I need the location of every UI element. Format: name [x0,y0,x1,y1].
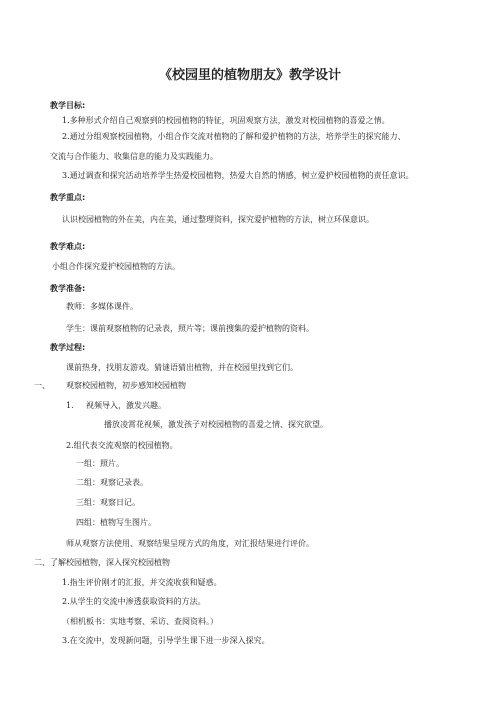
step1-text: 视频导入，激发兴趣。 [86,401,166,410]
group-2: 二组：观察记录表。 [76,478,148,487]
page-title: 《校园里的植物朋友》教学设计 [158,68,341,83]
group-1: 一组：照片。 [76,459,124,468]
part2-item-4: 3.在交流中，发现新问题，引导学生课下进一步深入探究。 [62,636,270,645]
objective-item-2-cont: 交流与合作能力、收集信息的能力及实践能力。 [50,152,218,161]
preparation-heading: 教学准备: [50,284,86,293]
difficulties-heading: 教学难点: [50,242,86,251]
process-intro: 课前热身，找朋友游戏。猜谜语猜出植物，并在校园里找到它们。 [66,363,298,372]
part2-item-2: 2.从学生的交流中渗透获取资料的方法。 [62,597,206,606]
group-4: 四组：植物写生图片。 [76,518,156,527]
preparation-student: 学生：课前观察植物的记录表，照片等；课前搜集的爱护植物的资料。 [66,324,314,333]
part1-summary: 师从观察方法使用、观察结果呈现方式的角度，对汇报结果进行评价。 [66,539,314,548]
step1-number: 1. [66,401,74,410]
key-points-text: 认识校园植物的外在美，内在美，通过整理资料，探究爱护植物的方法，树立环保意识。 [62,215,374,224]
difficulties-text: 小组合作探究爱护校园植物的方法。 [52,262,180,271]
part1-number: 一、 [34,381,50,390]
part2-item-3: （相机板书：实地考察、采访、查阅资料。） [62,617,218,626]
step1-detail: 播放凌霄花视频，激发孩子对校园植物的喜爱之情、探究欲望。 [104,420,328,429]
group-3: 三组：观察日记。 [76,498,140,507]
objective-item-2: 2.通过分组观察校园植物，小组合作交流对植物的了解和爱护植物的方法，培养学生的探究能力、 [62,132,406,141]
preparation-teacher: 教师：多媒体课件。 [66,302,138,311]
key-points-heading: 教学重点: [50,193,86,202]
part2-item-1: 1.指生评价刚才的汇报，并交流收获和疑惑。 [62,578,222,587]
process-heading: 教学过程: [50,343,86,352]
objective-item-3: 3.通过调查和探究活动培养学生热爱校园植物，热爱大自然的情感，树立爱护校园植物的责任意识。 [62,171,414,180]
objective-item-1: 1.多种形式介绍自己观察到的校园植物的特征，巩固观察方法，激发对校园植物的喜爱之情。 [62,116,390,125]
objectives-heading: 教学目标: [50,101,86,110]
part2-title: 二、了解校园植物，深入探究校园植物 [34,558,170,567]
step2-text: 2.组代表交流观察的校园植物。 [66,441,178,450]
part1-title: 观察校园植物，初步感知校园植物 [66,381,186,390]
